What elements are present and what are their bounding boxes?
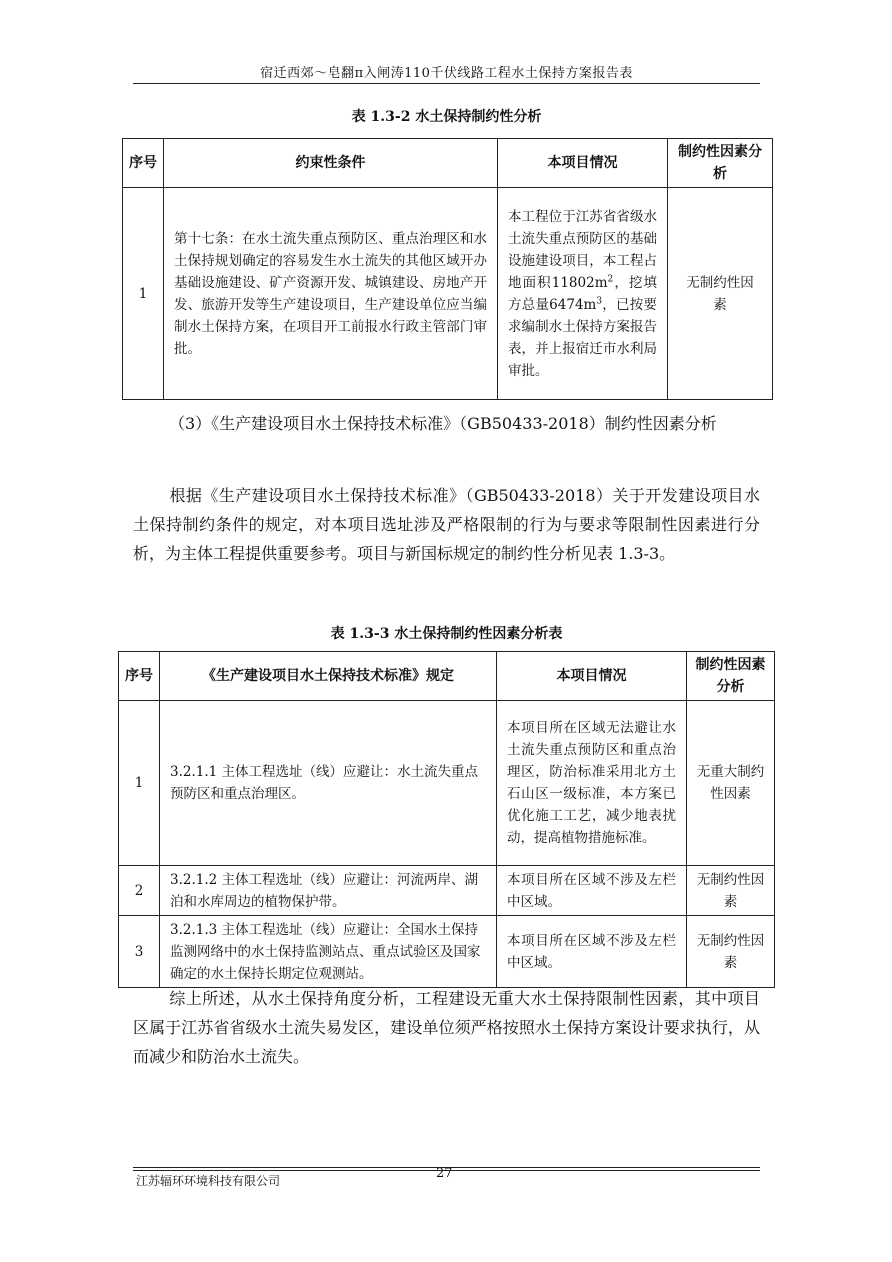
superscript-2: 2 (607, 274, 614, 284)
table2-row1-no: 1 (119, 701, 160, 866)
body-paragraph-2-text: 综上所述，从水土保持角度分析，工程建设无重大水土保持限制性因素，其中项目区属于江苏省省级水土流失易发区，建设单位须严格按照水土保持方案设计要求执行，从而减少和防治水土流失。 (133, 989, 760, 1066)
section-heading-text: （3）《生产建设项目水土保持技术标准》（GB50433-2018）制约性因素分析 (169, 414, 717, 433)
body-paragraph-1-text: 根据《生产建设项目水土保持技术标准》（GB50433-2018）关于开发建设项目水土保持制约条件的规定，对本项目选址涉及严格限制的行为与要求等限制性因素进行分析，为主体工程提供重要参考。项目与新国标规定的制约性分析见表 1.3-3。 (133, 486, 760, 563)
table1-title: 表 1.3-2 水土保持制约性分析 (351, 109, 542, 125)
superscript-3: 3 (596, 296, 603, 306)
table1-header-no: 序号 (123, 139, 164, 188)
table2-header-analysis: 制约性因素分析 (687, 652, 775, 701)
table2-row3-analysis: 无制约性因素 (687, 916, 775, 988)
header-divider (133, 83, 760, 84)
table2-row3-situation: 本项目所在区域不涉及左栏中区域。 (497, 916, 687, 988)
body-paragraph-2 (133, 984, 760, 1071)
footer-company: 江苏辐环环境科技有限公司 (136, 1174, 281, 1188)
table2-row2-situation: 本项目所在区域不涉及左栏中区域。 (497, 866, 687, 916)
table2-header-row (119, 652, 775, 701)
table2-row1-analysis: 无重大制约性因素 (687, 701, 775, 866)
situation-text-c: ，已按要求编制水土保持方案报告表，并上报宿迁市水利局审批。 (508, 296, 657, 379)
table2-row3-rule: 3.2.1.3 主体工程选址（线）应避让：全国水土保持监测网络中的水土保持监测站点、重点试验区及国家确定的水土保持长期定位观测站。 (160, 916, 497, 988)
situation-text-a: 本工程位于江苏省省级水土流失重点预防区的基础设施建设项目，本工程占地面积11802m (508, 208, 657, 291)
table1-header-situation: 本项目情况 (498, 139, 668, 188)
situation-text-b: ，挖填方总量6474m (508, 274, 658, 313)
table1-header-analysis: 制约性因素分析 (668, 139, 773, 188)
page-header: 宿迁西郊～皂翻π入闸涛110千伏线路工程水土保持方案报告表 (260, 66, 633, 81)
table1-header-condition: 约束性条件 (164, 139, 498, 188)
table1-header-row (123, 139, 773, 188)
table2 (118, 651, 775, 988)
table2-header-situation: 本项目情况 (497, 652, 687, 701)
table2-row1-rule: 3.2.1.1 主体工程选址（线）应避让：水土流失重点预防区和重点治理区。 (160, 701, 497, 866)
table2-row3-no: 3 (119, 916, 160, 988)
table2-row2-rule: 3.2.1.2 主体工程选址（线）应避让：河流两岸、湖泊和水库周边的植物保护带。 (160, 866, 497, 916)
table2-title: 表 1.3-3 水土保持制约性因素分析表 (330, 626, 563, 642)
section-heading-paragraph (133, 409, 760, 438)
table1 (122, 138, 773, 400)
table2-row1-situation: 本项目所在区域无法避让水土流失重点预防区和重点治理区，防治标准采用北方土石山区一级标准，本方案已优化施工工艺，减少地表扰动，提高植物措施标准。 (497, 701, 687, 866)
table1-cell-situation (498, 188, 668, 400)
table1-cell-no: 1 (123, 188, 164, 400)
table2-row2-analysis: 无制约性因素 (687, 866, 775, 916)
table-row (123, 188, 773, 400)
body-paragraph-1 (133, 481, 760, 568)
table1-cell-analysis: 无制约性因素 (668, 188, 773, 400)
table-row (119, 866, 775, 916)
table2-row2-no: 2 (119, 866, 160, 916)
table-row (119, 916, 775, 988)
table-row (119, 701, 775, 866)
page-number: 27 (436, 1166, 453, 1181)
table2-header-rule: 《生产建设项目水土保持技术标准》规定 (160, 652, 497, 701)
table1-cell-condition: 第十七条：在水土流失重点预防区、重点治理区和水土保持规划确定的容易发生水土流失的其他区域开办基础设施建设、矿产资源开发、城镇建设、房地产开发、旅游开发等生产建设项目，生产建设单位应当编制水土保持方案，在项目开工前报水行政主管部门审批。 (164, 188, 498, 400)
table2-header-no: 序号 (119, 652, 160, 701)
